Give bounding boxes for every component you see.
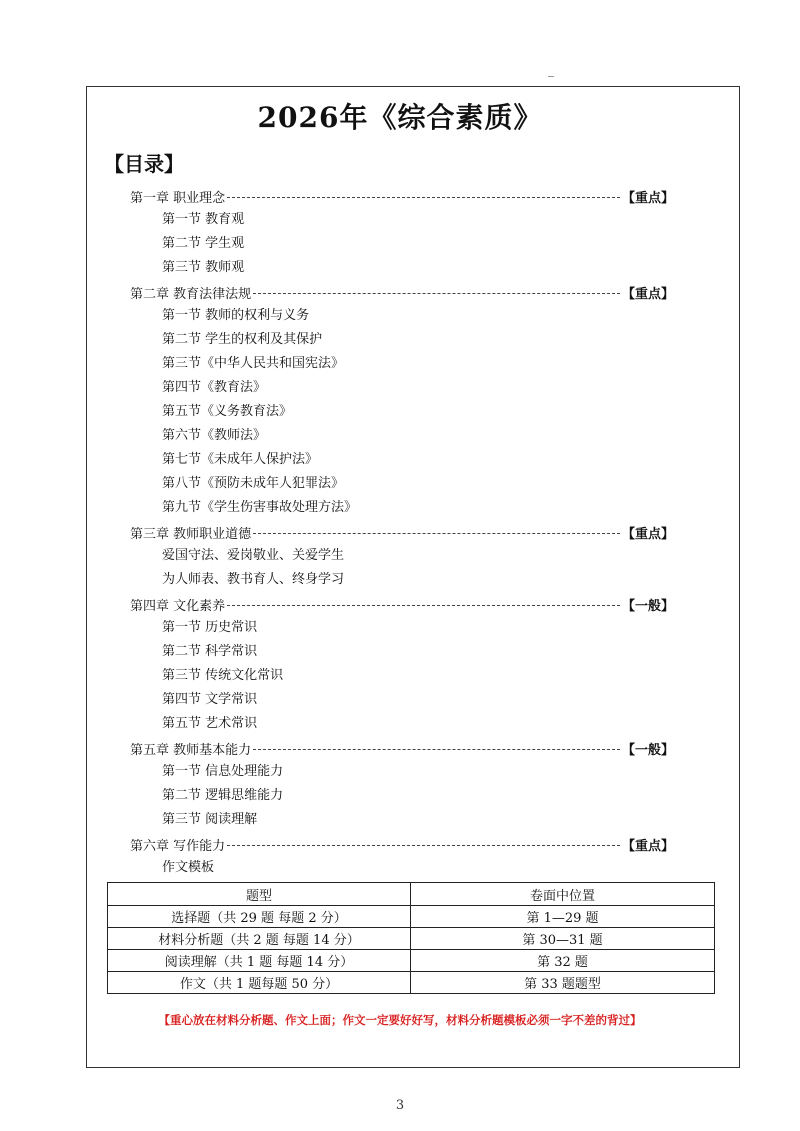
dot-leader: [227, 605, 620, 606]
chapter-title: 第一章 职业理念: [130, 190, 226, 206]
toc-section[interactable]: 第三节《中华人民共和国宪法》: [162, 356, 345, 371]
table-cell: 第 30—31 题: [411, 928, 715, 950]
chapter-title: 第二章 教育法律法规: [130, 286, 252, 302]
table-header-row: [108, 883, 715, 906]
priority-tag: 【重点】: [621, 838, 674, 854]
page-number: 3: [395, 1098, 405, 1113]
chapter-title: 第五章 教师基本能力: [130, 742, 252, 758]
table-header-cell: 卷面中位置: [411, 883, 715, 906]
toc-section[interactable]: 第七节《未成年人保护法》: [162, 452, 319, 467]
exam-structure-table: [107, 882, 715, 994]
table-header-cell: 题型: [108, 883, 411, 906]
toc-heading: 【目录】: [104, 152, 184, 176]
toc-section[interactable]: 第二节 学生的权利及其保护: [162, 332, 323, 347]
toc-section[interactable]: 第三节 阅读理解: [162, 812, 258, 827]
toc-section[interactable]: 第九节《学生伤害事故处理方法》: [162, 500, 358, 515]
toc-chapter[interactable]: [130, 834, 674, 854]
table-cell: 第 32 题: [411, 950, 715, 972]
toc-section[interactable]: 第三节 教师观: [162, 260, 245, 275]
priority-tag: 【一般】: [621, 742, 674, 758]
study-note: 【重心放在材料分析题、作文上面；作文一定要好好写，材料分析题模板必须一字不差的背过】: [158, 1013, 642, 1027]
table-row: [108, 950, 715, 972]
toc-section[interactable]: 第五节《义务教育法》: [162, 404, 293, 419]
dot-leader: [227, 197, 620, 198]
table-cell: 选择题（共 29 题 每题 2 分）: [108, 906, 411, 928]
toc-section[interactable]: 作文模板: [162, 860, 215, 875]
table-cell: 阅读理解（共 1 题 每题 14 分）: [108, 950, 411, 972]
priority-tag: 【重点】: [621, 526, 674, 542]
toc-chapter[interactable]: [130, 594, 674, 614]
table-row: [108, 906, 715, 928]
document-title: 2026年《综合素质》: [257, 101, 543, 134]
toc-section[interactable]: 第一节 信息处理能力: [162, 764, 284, 779]
table-row: [108, 972, 715, 994]
toc-section[interactable]: 第五节 艺术常识: [162, 716, 258, 731]
toc-chapter[interactable]: [130, 186, 674, 206]
dot-leader: [253, 749, 620, 750]
dot-leader: [227, 845, 620, 846]
toc-section[interactable]: 第四节《教育法》: [162, 380, 267, 395]
priority-tag: 【重点】: [621, 286, 674, 302]
toc-section[interactable]: 第四节 文学常识: [162, 692, 258, 707]
toc-section[interactable]: 第八节《预防未成年人犯罪法》: [162, 476, 345, 491]
toc-section[interactable]: 爱国守法、爱岗敬业、关爱学生: [162, 548, 345, 563]
toc-section[interactable]: 第二节 科学常识: [162, 644, 258, 659]
toc-section[interactable]: 第一节 历史常识: [162, 620, 258, 635]
toc-section[interactable]: 第一节 教育观: [162, 212, 245, 227]
toc-section[interactable]: 第三节 传统文化常识: [162, 668, 284, 683]
dot-leader: [253, 293, 620, 294]
toc-section[interactable]: 第二节 逻辑思维能力: [162, 788, 284, 803]
chapter-title: 第四章 文化素养: [130, 598, 226, 614]
top-mark: [548, 76, 554, 77]
chapter-title: 第三章 教师职业道德: [130, 526, 252, 542]
table-cell: 第 1—29 题: [411, 906, 715, 928]
priority-tag: 【重点】: [621, 190, 674, 206]
toc-chapter[interactable]: [130, 282, 674, 302]
toc-chapter[interactable]: [130, 738, 674, 758]
chapter-title: 第六章 写作能力: [130, 838, 226, 854]
table-cell: 材料分析题（共 2 题 每题 14 分）: [108, 928, 411, 950]
priority-tag: 【一般】: [621, 598, 674, 614]
toc-section[interactable]: 第一节 教师的权利与义务: [162, 308, 310, 323]
toc-section[interactable]: 为人师表、教书育人、终身学习: [162, 572, 345, 587]
toc-chapter[interactable]: [130, 522, 674, 542]
table-cell: 第 33 题题型: [411, 972, 715, 994]
dot-leader: [253, 533, 620, 534]
toc-section[interactable]: 第二节 学生观: [162, 236, 245, 251]
toc-section[interactable]: 第六节《教师法》: [162, 428, 267, 443]
table-row: [108, 928, 715, 950]
table-cell: 作文（共 1 题每题 50 分）: [108, 972, 411, 994]
